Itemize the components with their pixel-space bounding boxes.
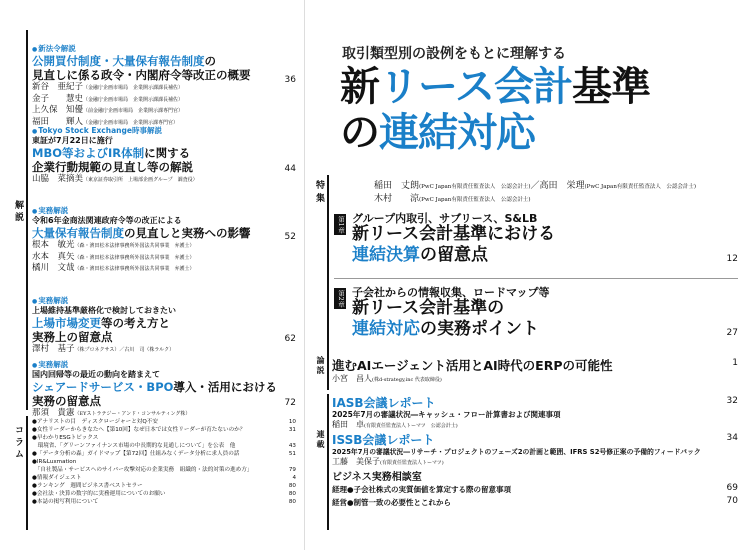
chapter-2-title [352,298,539,340]
article-category: ● 実務解説 [32,206,296,216]
article-category: ● Tokyo Stock Exchange時事解説 [32,126,296,136]
title-part-blue: シェアードサービス・BPO [32,380,174,394]
author-affiliation: (PwC Japan有限責任監査法人 公認会計士) [419,197,531,203]
opinion-section[interactable] [312,356,738,390]
author-affiliation: （森・濱田松本法律事務所外国法共同事業 弁護士） [74,254,195,261]
series-section [312,394,738,530]
author-row [374,193,696,206]
author-row: 稲田 丈朗(PwC Japan有限責任監査法人 公認会計士)／高田 栄理(PwC Japan有限責任監査法人 公認会計士) [374,181,697,191]
column-text: ●IR&Luxmation [32,459,77,465]
article-title [32,316,296,330]
title-part: の [204,54,216,68]
article-title-line2: 実務上の留意点 [32,330,113,344]
consult-tag: 経理 [332,485,347,494]
divider [334,278,738,279]
title-part: 基準 [572,64,650,110]
author-affiliation: （EYストラテジー・アンド・コンサルティング株） [74,411,191,417]
title-part: 導入・活用における [173,380,277,394]
article-page: 52 [284,232,296,242]
title-part-blue: 大量保有報告制度 [32,226,124,240]
column-page: 31 [288,427,296,433]
article-title-line2: 見直しに係る政令・内閣府令等改正の概要 [32,68,251,82]
chapter-2[interactable] [334,284,738,346]
title-part-blue: 連結決算 [352,245,420,265]
article-title [32,54,296,68]
column-item[interactable] [32,498,296,506]
article-title [32,380,296,394]
consult-item[interactable]: 経営●制管一致の必要性とこれから [332,498,452,507]
column-text: ●「データ分析の森」ガイドマップ【第72回】仕組みなくデータ分析に求人員の話 [32,451,240,457]
author-row [32,94,296,106]
author-name: 高田 栄理 [539,181,585,191]
author-affiliation: （金融庁企画市場局 企業開示課課長補佐） [83,85,184,91]
author-row [32,344,296,356]
article-title [32,226,296,240]
chapter-2-subtitle: 子会社からの情報収集、ロードマップ等 [352,286,550,299]
author-name: 福田 輝人 [32,116,84,127]
title-part-blue: リース会計 [379,64,572,110]
title-part-blue: 上場市場変更 [32,316,101,330]
chapter-1-title [352,224,555,266]
author-row [32,240,296,252]
article-title-line2: 実務の留意点 [32,394,101,408]
feature-title-line2 [340,110,535,156]
page-gutter [304,0,305,550]
article-entry[interactable] [32,206,296,275]
article-category: ● 実務解説 [32,360,296,370]
consult-page: 69 [726,483,738,493]
article-entry[interactable] [32,126,296,186]
article-page: 72 [284,398,296,408]
title-part: 新リース会計基準の [352,298,505,318]
author-name: 金子 慧史 [32,93,84,104]
feature-authors [374,180,696,206]
author-name: 根本 敏光 [32,240,75,250]
author-row [32,105,296,117]
article-subtitle: 東証が7月22日に施行 [32,136,113,145]
consult-item[interactable]: 経理●子会社株式の実質価値を算定する際の留意事項 [332,485,512,494]
author-affiliation: （森・濱田松本法律事務所外国法共同事業 弁護士） [74,266,195,272]
title-part-blue: 連結対応 [352,319,420,339]
author-row [32,263,296,275]
column-item[interactable] [32,418,296,426]
column-list [32,418,296,506]
author-row [32,252,296,264]
author-affiliation: (株d-strategy,inc 代表取締役) [372,377,442,383]
consult-page: 70 [726,496,738,506]
author-affiliation: （前金融庁企画市場局 企業開示課専門官） [83,108,184,114]
column-page: 51 [288,451,296,457]
column-page: 4 [292,475,296,481]
author-name: 上久保 知優 [32,105,84,115]
column-item[interactable] [32,450,296,458]
article-page: 36 [284,75,296,85]
chapter-1-subtitle: グループ内取引、サブリース、S&LB [352,212,538,225]
column-page: 80 [288,483,296,489]
chapter-1-page: 12 [726,254,738,264]
feature-label: 特集 [314,180,324,206]
title-part: 等の考え方と [101,316,170,330]
issb-subtitle: 2025年7月の審議状況―リサーチ・プロジェクトのフェーズ2の計画と範囲、IFRS S2号修正案の予備的フィードバック [332,448,701,456]
author-name: 工藤 美保子 [332,457,380,466]
author-affiliation: （株プロネクサス）／古川 司（株ラルク） [74,347,175,353]
opinion-author [332,373,442,384]
author-affiliation: （東京証券取引所 上場部企画グループ 調査役） [83,177,198,183]
series-label: 連載 [316,430,325,450]
section-label-kaisetsu: 解説 [13,200,23,224]
article-category: ● 実務解説 [32,296,296,306]
column-page: 79 [288,467,296,473]
author-name: 新谷 亜紀子 [32,82,84,92]
article-subtitle: 令和6年金商法関連政府令等の改正による [32,216,182,225]
column-item[interactable] [32,490,296,498]
author-affiliation: (有限責任監査法人トーマツ 公認会計士) [364,423,458,429]
author-row [32,174,296,186]
article-page: 44 [284,164,296,174]
title-part-blue: MBO等およびIR体制 [32,146,145,160]
article-page: 62 [284,334,296,344]
consult-text: 子会社株式の実質価値を算定する際の留意事項 [353,485,512,494]
article-entry[interactable] [32,44,296,128]
article-category: ● 新法令解説 [32,44,296,54]
iasb-author [332,419,458,430]
feature-subtitle: 取引類型別の設例をもとに理解する [342,46,566,62]
consult-title[interactable]: ビジネス実務相談室 [332,472,422,483]
author-affiliation: （金融庁企画市場局 企業開示課課長補佐） [83,96,184,103]
section-label-column: コラム [13,425,23,461]
column-item[interactable] [32,466,296,474]
author-name: 山脇 菜摘美 [32,174,84,184]
right-page [312,30,738,530]
chapter-1[interactable] [334,210,738,272]
iasb-page: 32 [726,396,738,406]
title-part: の実務ポイント [420,319,539,339]
author-affiliation: (PwC Japan有限責任監査法人 公認会計士) [419,184,531,190]
column-page: 10 [288,419,296,425]
author-name: 那須 貴憲 [32,408,75,418]
title-part: 新リース会計基準における [352,224,556,244]
title-part-blue: 公開買付制度・大量保有報告制度 [32,54,205,68]
opinion-label: 論説 [316,356,325,376]
issb-author [332,456,444,467]
iasb-title[interactable]: IASB会議レポート [332,396,436,410]
column-text: ●情報ダイジェスト [32,475,82,481]
title-part: の [340,110,379,156]
column-text: ●アナリストの目 ディスクロージャーと対Q不安 [32,419,158,425]
column-text: ●早わかりESGトピックス [32,435,99,441]
column-item[interactable] [32,434,296,442]
author-name: 小宮 昌人 [332,374,372,383]
article-title [32,146,296,160]
issb-page: 34 [726,433,738,443]
column-text: ●会社法・決算の数字的に実務運用についてのお願い [32,491,166,497]
title-part: に関する [144,146,191,160]
column-text: 環境省、「グリーンファイナンス市場の中長期的な見通しについて」を公表 他 [32,443,236,449]
column-page: 43 [288,443,296,449]
author-name: 稲田 卓 [332,420,364,429]
left-page [14,30,296,530]
column-item[interactable] [32,442,296,450]
feature-rule [327,175,329,375]
article-subtitle: 上場維持基準厳格化で検討しておきたい [32,306,176,315]
issb-title[interactable]: ISSB会議レポート [332,433,435,447]
author-name: 稲田 丈朗 [374,181,420,191]
column-rule [26,416,28,530]
column-item[interactable] [32,474,296,482]
author-affiliation: （森・濱田松本法律事務所外国法共同事業 弁護士） [74,243,195,249]
column-item[interactable] [32,482,296,490]
title-part-blue: 連結対応 [379,110,535,156]
chapter-1-label: 第1章 [334,214,346,235]
author-name: 橘川 文哉 [32,263,75,273]
opinion-title: 進むAIエージェント活用とAI時代のERPの可能性 [332,358,613,373]
column-text: ●ランキング 週間ビジネス書ベストセラー [32,483,143,489]
article-entry[interactable] [32,296,296,356]
consult-text: 制管一致の必要性とこれから [353,498,452,507]
article-subtitle: 国内回帰等の最近の動向を踏まえて [32,370,160,379]
section-rule [26,30,28,410]
chapter-2-label: 第2章 [334,288,346,309]
author-affiliation: (有限責任監査法人トーマツ) [380,460,444,466]
author-name: 木村 涼 [374,194,420,204]
consult-tag: 経営 [332,498,347,507]
title-part: の見直しと実務への影響 [124,226,251,240]
column-text: 「自社製品・サービスへのサイバー攻撃対応の企業実務 組織的・法的対策の進め方」 [32,467,253,473]
column-item[interactable] [32,458,296,466]
title-part: の留意点 [420,245,488,265]
column-text: ●本誌の掲写利用について [32,499,99,505]
chapter-2-page: 27 [726,328,738,338]
author-name: 水本 真矢 [32,251,75,262]
title-part: 新 [340,64,379,110]
author-name: 澤村 基子 [32,344,75,354]
iasb-subtitle: 2025年7月の審議状況―キャッシュ・フロー計算書および関連事項 [332,410,561,419]
author-affiliation: （金融庁企画市場局 企業開示課専門官） [83,119,179,126]
column-page: 80 [288,499,296,505]
opinion-page: 1 [732,358,738,368]
series-rule [327,394,329,530]
opinion-rule [327,356,329,390]
column-page: 80 [288,491,296,497]
article-title-line2: 企業行動規範の見直し等の解説 [32,160,193,174]
feature-title-line1 [340,64,650,110]
column-item[interactable] [32,426,296,434]
column-text: ●女性リーダーからきなたへ【第10回】なぜ日本では女性リーダーが育たないのか？ [32,427,246,433]
author-affiliation: (PwC Japan有限責任監査法人 公認会計士) [584,184,697,190]
article-entry[interactable] [32,360,296,420]
author-row [32,82,296,94]
